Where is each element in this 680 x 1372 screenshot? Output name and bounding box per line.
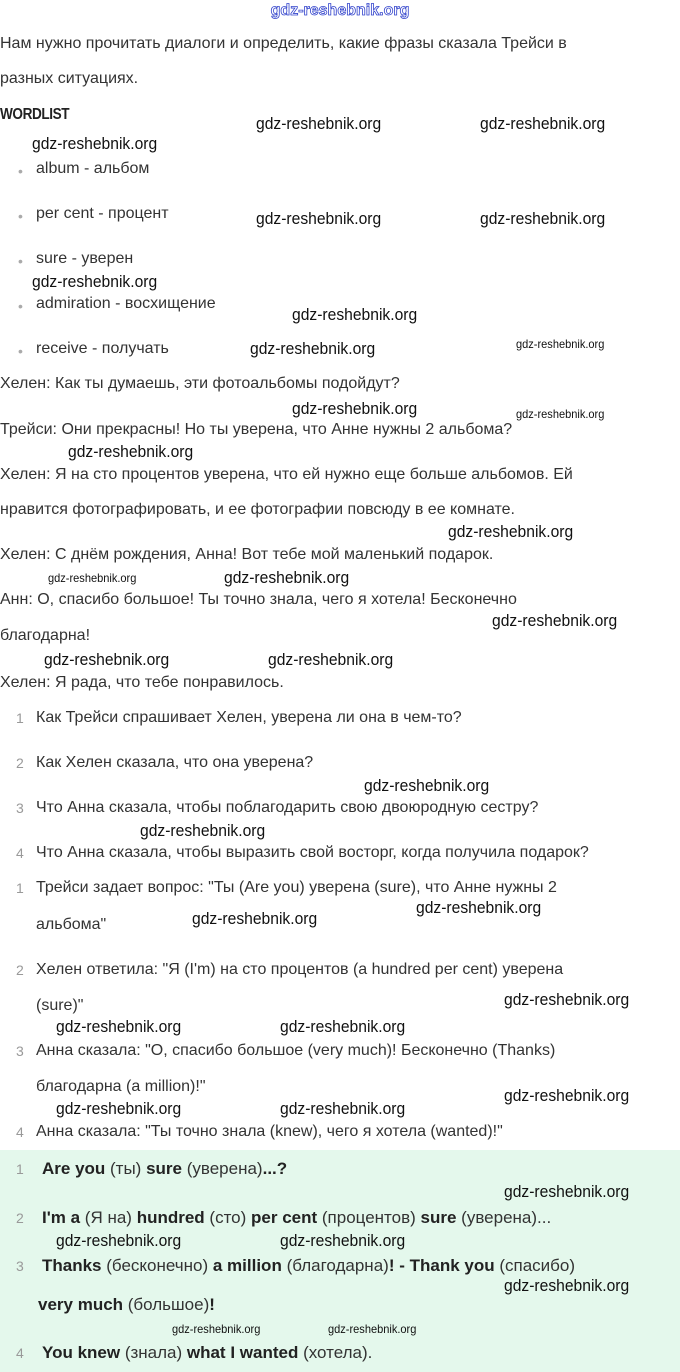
answer: Анна сказала: "Ты точно знала (knew), чего я хотела (wanted)!" [36, 1123, 503, 1140]
watermark: gdz-reshebnik.org [32, 272, 158, 291]
dialogue-line: Трейси: Они прекрасны! Но ты уверена, что Анне нужны 2 альбома? [0, 421, 513, 438]
dialogue-line: Хелен: Как ты думаешь, эти фотоальбомы подойдут? [0, 375, 400, 392]
watermark: gdz-reshebnik.org [492, 611, 618, 630]
english-phrase: Are you [42, 1159, 106, 1178]
english-phrase: ...? [262, 1159, 288, 1178]
answer: (sure)" [36, 997, 84, 1014]
watermark: gdz-reshebnik.org [504, 1182, 630, 1201]
translation: (спасибо) [494, 1256, 576, 1275]
wordlist-title: WORDLIST [0, 106, 70, 123]
phrase-number: 2 [16, 1210, 24, 1226]
answer: благодарна (a million)!" [36, 1078, 206, 1095]
translation: (ты) [105, 1159, 147, 1178]
watermark: gdz-reshebnik.org [504, 990, 630, 1009]
watermark: gdz-reshebnik.org [416, 898, 542, 917]
phrase-number: 1 [16, 1161, 24, 1177]
watermark: gdz-reshebnik.org [516, 407, 605, 421]
watermark: gdz-reshebnik.org [280, 1017, 406, 1036]
watermark: gdz-reshebnik.org [256, 114, 382, 133]
watermark: gdz-reshebnik.org [250, 339, 376, 358]
list-item: per cent - процент [36, 205, 169, 222]
watermark: gdz-reshebnik.org [280, 1231, 406, 1250]
bullet-icon: • [18, 253, 23, 269]
question: Как Хелен сказала, что она уверена? [36, 754, 314, 771]
watermark: gdz-reshebnik.org [504, 1276, 630, 1295]
watermark: gdz-reshebnik.org [32, 134, 158, 153]
header-watermark: gdz-reshebnik.org [270, 2, 410, 19]
watermark: gdz-reshebnik.org [280, 1099, 406, 1118]
watermark: gdz-reshebnik.org [56, 1231, 182, 1250]
watermark: gdz-reshebnik.org [504, 1086, 630, 1105]
dialogue-line: Хелен: С днём рождения, Анна! Вот тебе мой маленький подарок. [0, 546, 494, 563]
watermark: gdz-reshebnik.org [256, 209, 382, 228]
english-phrase: very much [38, 1295, 124, 1314]
english-phrase: sure [146, 1159, 182, 1178]
question-number: 3 [16, 800, 24, 816]
english-phrase: what I wanted [186, 1343, 299, 1362]
translation: (уверена) [182, 1159, 263, 1178]
intro-line: разных ситуациях. [0, 70, 139, 87]
question-number: 1 [16, 710, 24, 726]
phrase [42, 1159, 287, 1179]
dialogue-line: Хелен: Я на сто процентов уверена, что ей нужно еще больше альбомов. Ей [0, 466, 573, 483]
translation: (хотела). [298, 1343, 373, 1362]
watermark: gdz-reshebnik.org [68, 442, 194, 461]
dialogue-line: Анн: О, спасибо большое! Ты точно знала, чего я хотела! Бесконечно [0, 591, 517, 608]
dialogue-line: нравится фотографировать, и ее фотографии повсюду в ее комнате. [0, 501, 515, 518]
question-number: 2 [16, 755, 24, 771]
phrase [38, 1295, 215, 1315]
watermark: gdz-reshebnik.org [328, 1322, 417, 1336]
phrase-number: 3 [16, 1258, 24, 1274]
english-phrase: sure [420, 1208, 457, 1227]
list-item: sure - уверен [36, 250, 134, 267]
watermark: gdz-reshebnik.org [364, 776, 490, 795]
watermark: gdz-reshebnik.org [480, 114, 606, 133]
translation: (уверена)... [456, 1208, 552, 1227]
list-item: album - альбом [36, 160, 150, 177]
english-phrase: a million [212, 1256, 282, 1275]
watermark: gdz-reshebnik.org [480, 209, 606, 228]
watermark: gdz-reshebnik.org [292, 305, 418, 324]
english-phrase: Thanks [42, 1256, 102, 1275]
phrase [42, 1208, 551, 1228]
bullet-icon: • [18, 163, 23, 179]
answer-number: 4 [16, 1124, 24, 1140]
question: Что Анна сказала, чтобы выразить свой восторг, когда получила подарок? [36, 844, 589, 861]
watermark: gdz-reshebnik.org [172, 1322, 261, 1336]
list-item: receive - получать [36, 340, 169, 357]
answer-number: 2 [16, 962, 24, 978]
english-phrase: per cent [251, 1208, 318, 1227]
translation: (процентов) [317, 1208, 421, 1227]
translation: (бесконечно) [101, 1256, 213, 1275]
phrase-number: 4 [16, 1345, 24, 1361]
translation: (благодарна) [281, 1256, 389, 1275]
question: Как Трейси спрашивает Хелен, уверена ли она в чем-то? [36, 709, 462, 726]
phrase [42, 1256, 575, 1276]
english-phrase: hundred [136, 1208, 205, 1227]
watermark: gdz-reshebnik.org [268, 650, 394, 669]
question: Что Анна сказала, чтобы поблагодарить свою двоюродную сестру? [36, 799, 539, 816]
answer: альбома" [36, 916, 107, 933]
answer-number: 3 [16, 1043, 24, 1059]
bullet-icon: • [18, 343, 23, 359]
english-phrase: I'm a [42, 1208, 81, 1227]
dialogue-line: Хелен: Я рада, что тебе понравилось. [0, 674, 284, 691]
bullet-icon: • [18, 208, 23, 224]
translation: (знала) [120, 1343, 187, 1362]
translation: (Я на) [80, 1208, 137, 1227]
watermark: gdz-reshebnik.org [56, 1099, 182, 1118]
english-phrase: You knew [42, 1343, 121, 1362]
watermark: gdz-reshebnik.org [48, 571, 137, 585]
intro-line: Нам нужно прочитать диалоги и определить, какие фразы сказала Трейси в [0, 35, 567, 52]
dialogue-line: благодарна! [0, 627, 91, 644]
list-item: admiration - восхищение [36, 295, 216, 312]
watermark: gdz-reshebnik.org [192, 909, 318, 928]
answer: Анна сказала: "О, спасибо большое (very much)! Бесконечно (Thanks) [36, 1042, 556, 1059]
watermark: gdz-reshebnik.org [56, 1017, 182, 1036]
watermark: gdz-reshebnik.org [516, 337, 605, 351]
question-number: 4 [16, 845, 24, 861]
answer-number: 1 [16, 880, 24, 896]
watermark: gdz-reshebnik.org [448, 522, 574, 541]
translation: (сто) [204, 1208, 252, 1227]
english-phrase: ! - Thank you [388, 1256, 495, 1275]
watermark: gdz-reshebnik.org [140, 821, 266, 840]
translation: (большое) [123, 1295, 210, 1314]
watermark: gdz-reshebnik.org [292, 399, 418, 418]
answer: Хелен ответила: "Я (I'm) на сто процентов (a hundred per cent) уверена [36, 961, 564, 978]
watermark: gdz-reshebnik.org [44, 650, 170, 669]
answer: Трейси задает вопрос: "Ты (Are you) уверена (sure), что Анне нужны 2 [36, 879, 557, 896]
bullet-icon: • [18, 298, 23, 314]
english-phrase: ! [209, 1295, 215, 1314]
watermark: gdz-reshebnik.org [224, 568, 350, 587]
phrase [42, 1343, 372, 1363]
